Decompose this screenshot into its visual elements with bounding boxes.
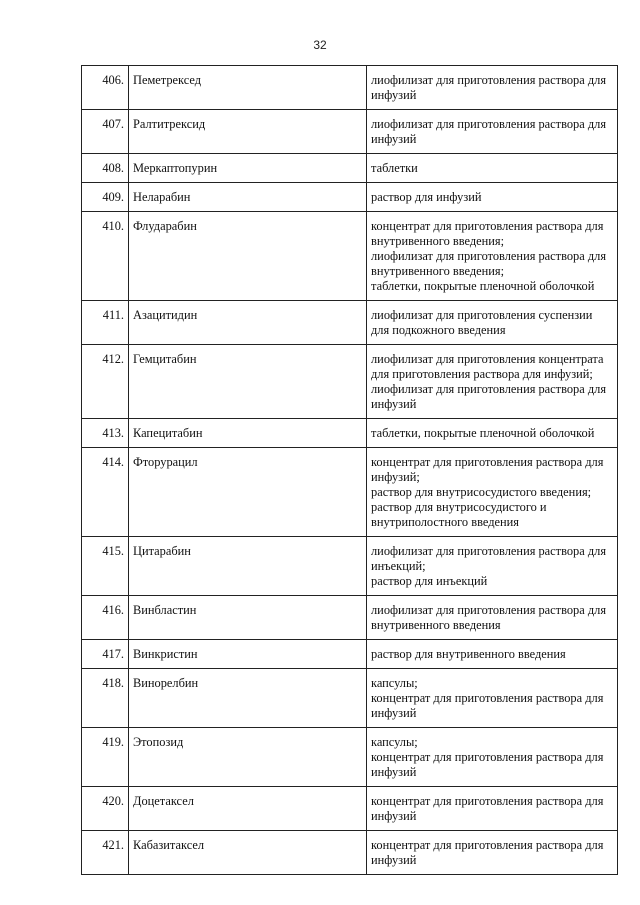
table-row [82,787,618,831]
row-number: 409. [82,183,129,212]
dosage-forms [367,787,618,831]
row-number: 416. [82,596,129,640]
table-row [82,212,618,301]
table-row [82,596,618,640]
table-row [82,728,618,787]
row-number: 412. [82,345,129,419]
drug-name: Винбластин [129,596,367,640]
dosage-forms [367,669,618,728]
drug-name: Кабазитаксел [129,831,367,875]
table-row [82,301,618,345]
dosage-forms [367,419,618,448]
drug-name: Пеметрексед [129,66,367,110]
drug-name: Цитарабин [129,537,367,596]
drug-table-body [82,66,618,875]
page-number: 32 [313,38,327,52]
drug-name: Доцетаксел [129,787,367,831]
dosage-forms [367,183,618,212]
table-row [82,448,618,537]
dosage-form-line: раствор для инфузий [371,190,482,204]
row-number: 421. [82,831,129,875]
drug-name: Ралтитрексид [129,110,367,154]
row-number: 410. [82,212,129,301]
table-row [82,419,618,448]
row-number: 414. [82,448,129,537]
table-row [82,831,618,875]
table-row [82,110,618,154]
table-row [82,345,618,419]
row-number: 419. [82,728,129,787]
dosage-form-line: лиофилизат для приготовления раствора для инъекций; [371,544,607,573]
row-number: 417. [82,640,129,669]
drug-name: Неларабин [129,183,367,212]
drug-name: Фторурацил [129,448,367,537]
dosage-form-line: раствор для внутрисосудистого введения; [371,485,592,499]
dosage-form-line: концентрат для приготовления раствора для внутривенного введения; [371,219,604,248]
dosage-forms [367,537,618,596]
drug-name: Флударабин [129,212,367,301]
dosage-form-line: таблетки, покрытые пленочной оболочкой [371,279,595,293]
dosage-form-line: лиофилизат для приготовления суспензии для подкожного введения [371,308,593,337]
drug-name: Азацитидин [129,301,367,345]
dosage-form-line: лиофилизат для приготовления раствора для внутривенного введения [371,603,607,632]
row-number: 415. [82,537,129,596]
dosage-forms [367,301,618,345]
dosage-form-line: концентрат для приготовления раствора для инфузий [371,691,604,720]
row-number: 413. [82,419,129,448]
drug-name: Капецитабин [129,419,367,448]
dosage-form-line: лиофилизат для приготовления раствора для инфузий [371,382,607,411]
dosage-form-line: лиофилизат для приготовления раствора для инфузий [371,117,607,146]
dosage-form-line: таблетки [371,161,418,175]
dosage-form-line: концентрат для приготовления раствора для инфузий [371,750,604,779]
dosage-form-line: концентрат для приготовления раствора для инфузий [371,794,604,823]
dosage-form-line: капсулы; [371,735,418,749]
table-row [82,183,618,212]
dosage-forms [367,596,618,640]
drug-table [81,65,618,875]
table-row [82,154,618,183]
dosage-form-line: раствор для инъекций [371,574,488,588]
dosage-form-line: капсулы; [371,676,418,690]
drug-name: Гемцитабин [129,345,367,419]
dosage-forms [367,110,618,154]
dosage-forms [367,66,618,110]
table-row [82,66,618,110]
row-number: 406. [82,66,129,110]
dosage-form-line: концентрат для приготовления раствора для инфузий [371,838,604,867]
drug-name: Этопозид [129,728,367,787]
row-number: 408. [82,154,129,183]
dosage-form-line: раствор для внутрисосудистого и внутриполостного введения [371,500,547,529]
dosage-forms [367,831,618,875]
row-number: 418. [82,669,129,728]
dosage-forms [367,640,618,669]
dosage-forms [367,212,618,301]
table-row [82,537,618,596]
dosage-forms [367,728,618,787]
table-row [82,640,618,669]
dosage-form-line: лиофилизат для приготовления концентрата для приготовления раствора для инфузий; [371,352,604,381]
dosage-form-line: лиофилизат для приготовления раствора для инфузий [371,73,607,102]
dosage-form-line: концентрат для приготовления раствора для инфузий; [371,455,604,484]
dosage-form-line: лиофилизат для приготовления раствора для внутривенного введения; [371,249,607,278]
dosage-forms [367,154,618,183]
dosage-forms [367,345,618,419]
table-row [82,669,618,728]
drug-name: Меркаптопурин [129,154,367,183]
row-number: 420. [82,787,129,831]
drug-name: Винорелбин [129,669,367,728]
row-number: 411. [82,301,129,345]
drug-name: Винкристин [129,640,367,669]
dosage-form-line: таблетки, покрытые пленочной оболочкой [371,426,595,440]
row-number: 407. [82,110,129,154]
dosage-forms [367,448,618,537]
dosage-form-line: раствор для внутривенного введения [371,647,566,661]
